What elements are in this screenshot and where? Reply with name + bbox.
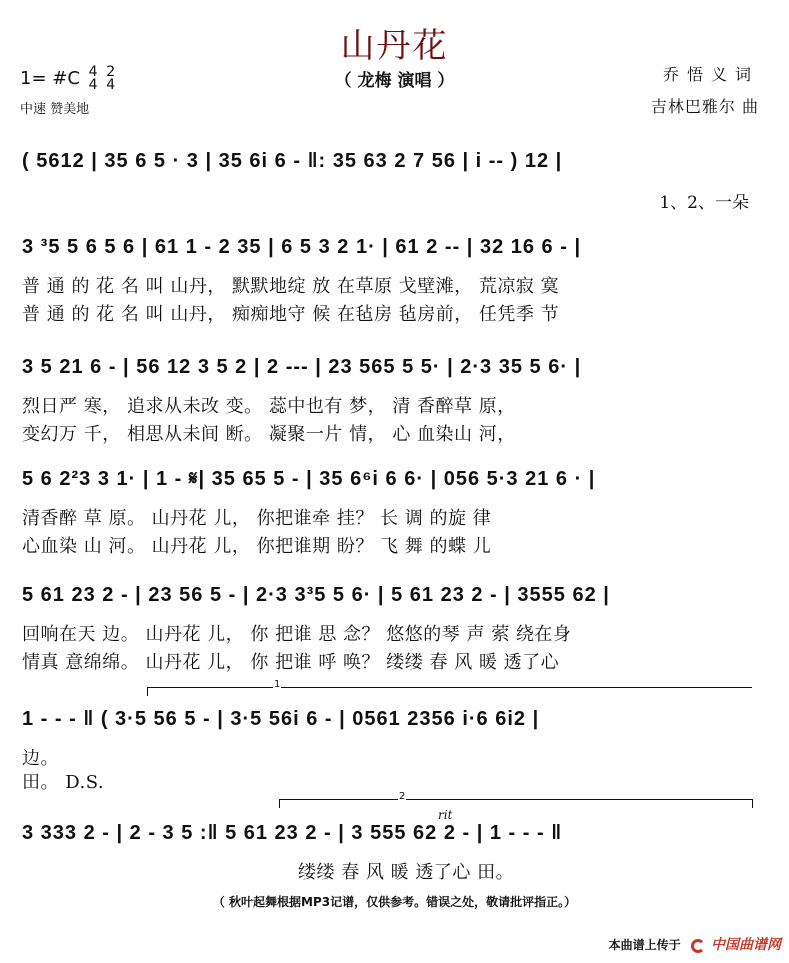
ritardando-marking: rit <box>438 808 453 822</box>
brand-logo-icon <box>691 939 705 953</box>
score-line-1: ( 5612 | 35 6 5 · 3 | 35 6i 6 - ‖: 35 63 2 7 56 | i -- ) 12 | <box>22 150 563 172</box>
score-line-3: 3 5 21 6 - | 56 12 3 5 2 | 2 --- | 23 565 5 5· | 2·3 35 5 6· | <box>22 356 582 378</box>
time-signature-1: 4 4 <box>88 64 98 93</box>
lyric-line-6-verse-2: 田。 D.S. <box>22 772 105 793</box>
score-line-6: 1 - - - ‖ ( 3·5 56 5 - | 3·5 56i 6 - | 0561 2356 i·6 6i2 | <box>22 708 540 730</box>
lyric-line-4-verse-1: 清香醉 草 原。 山丹花 儿， 你把谁牵 挂？ 长 调 的旋 律 <box>22 508 492 529</box>
verse-indicator: 1、2、一朵 <box>659 193 749 213</box>
upload-label: 本曲谱上传于 <box>608 938 681 952</box>
lyric-line-2-verse-1: 普 通 的 花 名 叫 山丹， 默默地绽 放 在草原 戈壁滩， 荒凉寂 寞 <box>22 276 560 297</box>
tempo-marking: 中速 赞美地 <box>20 102 90 117</box>
time-signature-2: 2 4 <box>106 64 116 93</box>
lyric-line-2-verse-2: 普 通 的 花 名 叫 山丹， 痴痴地守 候 在毡房 毡房前， 任凭季 节 <box>22 304 560 325</box>
composer-credit: 吉林巴雅尔 曲 <box>650 97 759 116</box>
key-signature <box>20 66 115 92</box>
lyric-line-5-verse-1: 回响在天 边。 山丹花 儿， 你 把谁 思 念？ 悠悠的琴 声 萦 绕在身 <box>22 624 572 645</box>
brand-link[interactable]: 中国曲谱网 <box>711 937 781 953</box>
lyric-line-4-verse-2: 心血染 山 河。 山丹花 儿， 你把谁期 盼？ 飞 舞 的蝶 儿 <box>22 536 492 557</box>
performer-line: （ 龙梅 演唱 ） <box>334 71 455 91</box>
song-title: 山丹花 <box>340 26 449 66</box>
volta-bracket-1: 1 <box>147 687 752 696</box>
score-line-7: 3 333 2 - | 2 - 3 5 :‖ 5 61 23 2 - | 3 555 62 2 - | 1 - - - ‖ <box>22 822 563 844</box>
lyric-line-7: 缕缕 春 风 暖 透了心 田。 <box>298 862 515 883</box>
upload-credit <box>609 934 781 954</box>
lyric-line-6-verse-1: 边。 <box>22 748 59 769</box>
score-line-5: 5 61 23 2 - | 23 56 5 - | 2·3 3³5 5 6· | 5 61 23 2 - | 3555 62 | <box>22 584 610 606</box>
lyric-line-3-verse-2: 变幻万 千， 相思从未间 断。 凝聚一片 情， 心 血染山 河， <box>22 424 516 445</box>
score-line-4: 5 6 2²3 3 1· | 1 - 𝄋| 35 65 5 - | 35 6⁶i 6 6· | 056 5·3 21 6 · | <box>22 468 596 490</box>
volta-bracket-2: 2 <box>279 799 753 808</box>
score-line-2: 3 ³5 5 6 5 6 | 61 1 - 2 35 | 6 5 3 2 1· | 61 2 -- | 32 16 6 - | <box>22 236 582 258</box>
transcription-note: （ 秋叶起舞根据MP3记谱，仅供参考。错误之处，敬请批评指正。） <box>212 895 577 909</box>
lyric-line-3-verse-1: 烈日严 寒， 追求从未改 变。 蕊中也有 梦， 清 香醉草 原， <box>22 396 516 417</box>
key-label: 1= #C <box>20 68 80 89</box>
lyricist-credit: 乔悟义词 <box>662 65 759 84</box>
lyric-line-5-verse-2: 情真 意绵绵。 山丹花 儿， 你 把谁 呼 唤？ 缕缕 春 风 暖 透了心 <box>22 652 560 673</box>
